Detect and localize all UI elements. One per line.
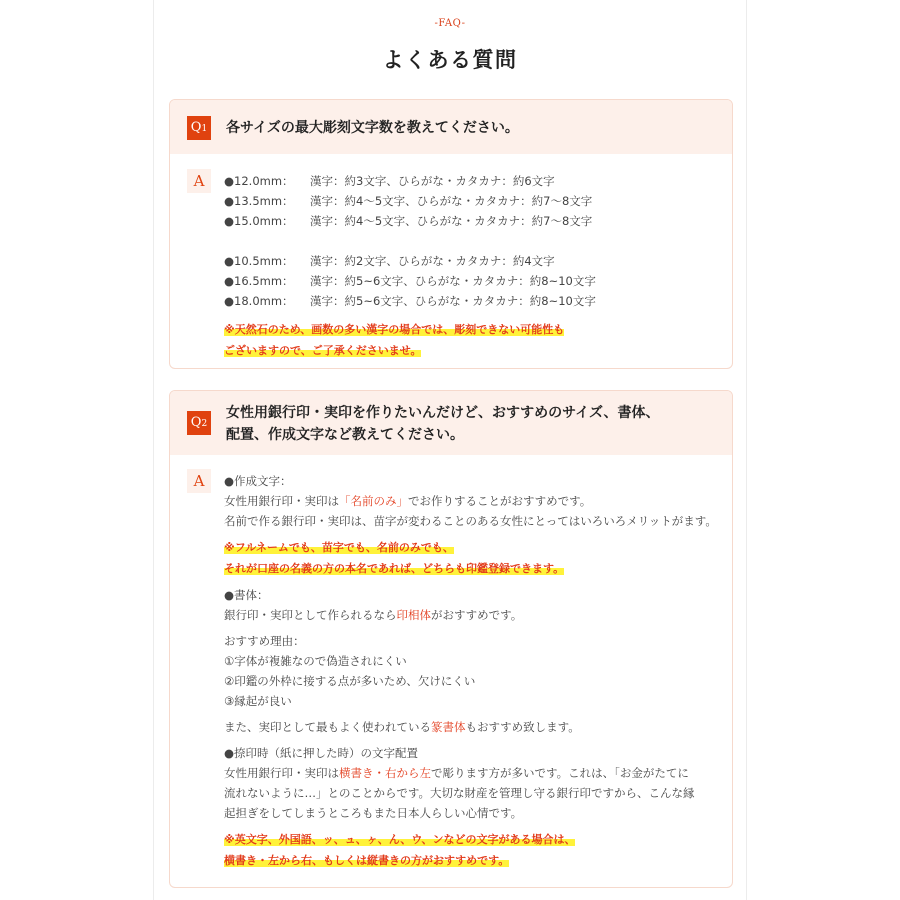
answer-line: 名前で作る銀行印・実印は、苗字が変わることのある女性にとってはいろいろメリットがます。	[224, 514, 717, 528]
answer-line: 銀行印・実印として作られるなら印相体がおすすめです。	[224, 608, 523, 622]
a-badge-icon: A	[187, 469, 211, 493]
a-badge-icon: A	[187, 169, 211, 193]
answer-body	[224, 471, 722, 871]
reason-item: ②印鑑の外枠に接する点が多いため、欠けにくい	[224, 674, 476, 688]
question-text: 各サイズの最大彫刻文字数を教えてください。	[226, 120, 519, 136]
highlight-note: ※天然石のため、画数の多い漢字の場合では、彫刻できない可能性も	[224, 323, 565, 336]
highlight-note: 横書き・左から右、もしくは縦書きの方がおすすめです。	[224, 854, 510, 867]
faq-page	[153, 0, 747, 900]
answer-line: 起担ぎをしてしまうところもまた日本人らしい心情です。	[224, 806, 523, 820]
size-row: ●18.0mm： 漢字：約5~6文字、ひらがな・カタカナ：約8~10文字	[224, 294, 596, 308]
faq-item-2	[169, 390, 733, 888]
size-row: ●15.0mm： 漢字：約4～5文字、ひらがな・カタカナ：約7～8文字	[224, 214, 593, 228]
highlight-note: ※フルネームでも、苗字でも、名前のみでも、	[224, 541, 454, 554]
question-text: 女性用銀行印・実印を作りたいんだけど、おすすめのサイズ、書体、 配置、作成文字など教えてください。	[226, 405, 660, 443]
faq-item-1	[169, 99, 733, 369]
answer-line: また、実印として最もよく使われている篆書体もおすすめ致します。	[224, 720, 580, 734]
section-heading: ●作成文字：	[224, 474, 292, 488]
highlight-note: それが口座の名義の方の本名であれば、どちらも印鑑登録できます。	[224, 562, 565, 575]
size-row: ●13.5mm： 漢字：約4～5文字、ひらがな・カタカナ：約7～8文字	[224, 194, 593, 208]
q-badge-icon: Q2	[187, 411, 211, 435]
reason-item: ①字体が複雑なので偽造されにくい	[224, 654, 407, 668]
answer-line: 女性用銀行印・実印は「名前のみ」でお作りすることがおすすめです。	[224, 494, 592, 508]
highlight-note: ※英文字、外国語、ッ、ュ、ヶ、ん、ウ、ンなどの文字がある場合は、	[224, 833, 576, 846]
size-row: ●12.0mm： 漢字：約3文字、ひらがな・カタカナ：約6文字	[224, 174, 555, 188]
highlight-note: ございますので、ご了承くださいませ。	[224, 344, 422, 357]
reason-heading: おすすめ理由：	[224, 634, 305, 648]
size-row: ●16.5mm： 漢字：約5~6文字、ひらがな・カタカナ：約8~10文字	[224, 274, 596, 288]
question-header	[170, 391, 732, 455]
reason-item: ③縁起が良い	[224, 694, 292, 708]
answer-body	[224, 171, 722, 361]
answer-line: 女性用銀行印・実印は横書き・右から左で彫ります方が多いです。これは、「お金がたてに	[224, 766, 689, 780]
size-row: ●10.5mm： 漢字：約2文字、ひらがな・カタカナ：約4文字	[224, 254, 555, 268]
question-header	[170, 100, 732, 154]
answer-line: 流れないように…」とのことからです。大切な財産を管理し守る銀行印ですから、こんな縁	[224, 786, 695, 800]
page-title: よくある質問	[382, 47, 518, 72]
section-heading: ●捺印時（紙に押した時）の文字配置	[224, 746, 419, 760]
faq-label: -FAQ-	[434, 18, 466, 29]
q-badge-icon: Q1	[187, 116, 211, 140]
section-heading: ●書体：	[224, 588, 269, 602]
